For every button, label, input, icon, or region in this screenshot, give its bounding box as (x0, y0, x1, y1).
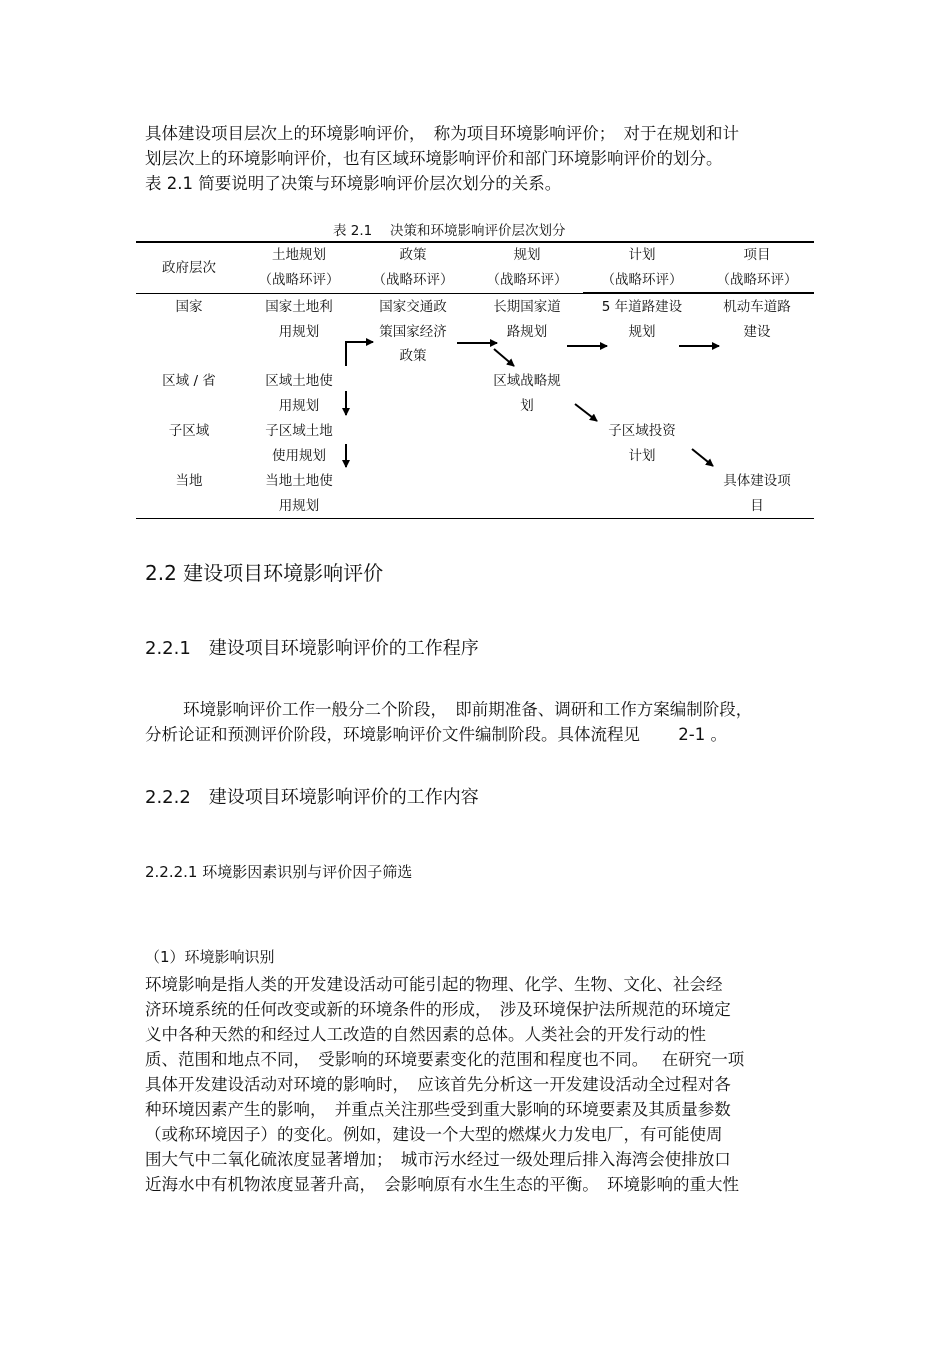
header-land-planning: 土地规划 （战略环评） (258, 247, 340, 288)
header-government-level: 政府层次 (162, 260, 216, 276)
subsection-1-line-4: 质、范围和地点不同， 受影响的环境要素变化的范围和程度也不同。 在研究一项 (145, 1050, 745, 1069)
subsection-1-line-7: （或称环境因子）的变化。例如，建设一个大型的燃煤火力发电厂，有可能使周 (145, 1125, 723, 1144)
section-2-2-1-line-2: 分析论证和预测评价阶段，环境影响评价文件编制阶段。具体流程见 2-1 。 (145, 725, 727, 744)
subsection-1-line-3: 义中各种天然的和经过人工改造的自然因素的总体。人类社会的开发行动的性 (145, 1025, 706, 1044)
section-2-2-2-1-heading: 2.2.2.1 环境影因素识别与评价因子筛选 (145, 863, 413, 881)
intro-line-1: 具体建设项目层次上的环境影响评价， 称为项目环境影响评价； 对于在规划和计 (145, 124, 739, 143)
header-project: 项目 （战略环评） (716, 247, 798, 288)
cell-land-subregional: 子区域土地 使用规划 (265, 423, 333, 464)
subsection-1-line-9: 近海水中有机物浓度显著升高， 会影响原有水生生态的平衡。 环境影响的重大性 (145, 1175, 739, 1194)
arrow-regional-to-subregional (575, 404, 597, 421)
cell-program-subregional: 子区域投资 计划 (608, 423, 676, 464)
cell-policy-national: 国家交通政 策国家经济 政策 (379, 299, 447, 364)
intro-line-2: 划层次上的环境影响评价，也有区域环境影响评价和部门环境影响评价的划分。 (145, 149, 723, 168)
subsection-1-heading: （1）环境影响识别 (145, 948, 275, 966)
level-local: 当地 (175, 473, 203, 489)
cell-project-national: 机动车道路 建设 (723, 299, 791, 340)
arrow-land-to-policy (346, 342, 373, 366)
cell-land-local: 当地土地使 用规划 (265, 473, 333, 514)
cell-plan-regional: 区域战略规 划 (493, 373, 561, 414)
subsection-1-line-2: 济环境系统的任何改变或新的环境条件的形成， 涉及环境保护法所规范的环境定 (145, 1000, 731, 1019)
cell-program-national: 5 年道路建设 规划 (601, 299, 683, 340)
intro-line-3: 表 2.1 简要说明了决策与环境影响评价层次划分的关系。 (145, 174, 562, 193)
level-national: 国家 (175, 299, 203, 315)
arrow-subregional-to-local (692, 449, 713, 466)
subsection-1-line-1: 环境影响是指人类的开发建设活动可能引起的物理、化学、生物、文化、社会经 (145, 975, 723, 994)
arrow-plan-to-regional (494, 349, 514, 366)
section-2-2-2-heading: 2.2.2 建设项目环境影响评价的工作内容 (145, 787, 479, 808)
section-2-2-1-heading: 2.2.1 建设项目环境影响评价的工作程序 (145, 638, 479, 659)
subsection-1-line-8: 围大气中二氧化硫浓度显著增加； 城市污水经过一级处理后排入海湾会使排放口 (145, 1150, 731, 1169)
subsection-1-line-6: 种环境因素产生的影响， 并重点关注那些受到重大影响的环境要素及其质量参数 (145, 1100, 731, 1119)
header-policy: 政策 （战略环评） (372, 247, 454, 288)
header-program: 计划 （战略环评） (601, 247, 683, 288)
level-subregional: 子区域 (168, 423, 210, 439)
header-plan: 规划 （战略环评） (486, 247, 568, 288)
table-caption: 表 2.1 决策和环境影响评价层次划分 (333, 223, 566, 239)
cell-plan-national: 长期国家道 路规划 (493, 299, 561, 340)
level-regional: 区域 / 省 (162, 373, 216, 389)
cell-land-regional: 区域土地使 用规划 (265, 373, 333, 414)
cell-land-national: 国家土地利 用规划 (265, 299, 333, 340)
cell-project-local: 具体建设项 目 (723, 473, 791, 514)
section-2-2-1-line-1: 环境影响评价工作一般分二个阶段， 即前期准备、调研和工作方案编制阶段， (183, 700, 753, 719)
subsection-1-line-5: 具体开发建设活动对环境的影响时， 应该首先分析这一开发建设活动全过程对各 (145, 1075, 731, 1094)
section-2-2-heading: 2.2 建设项目环境影响评价 (145, 561, 384, 585)
